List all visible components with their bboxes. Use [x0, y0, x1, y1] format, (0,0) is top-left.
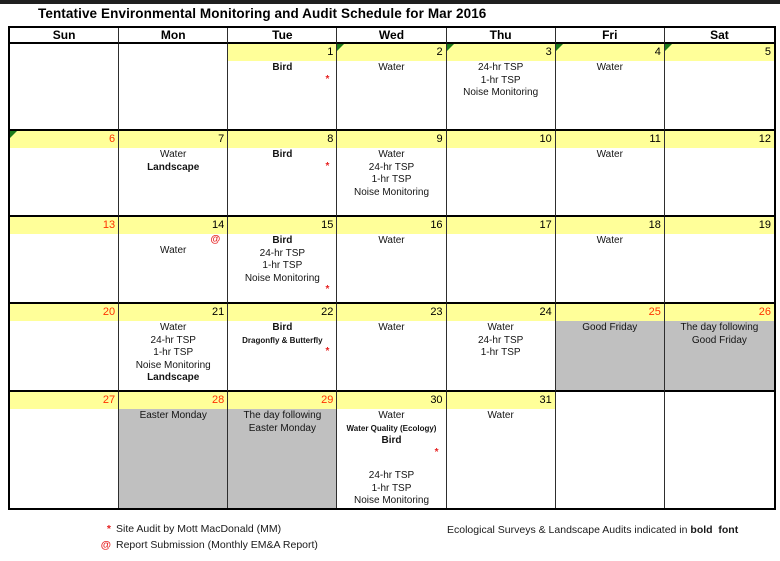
date-band — [337, 392, 445, 409]
cell-entry: 1-hr TSP — [153, 347, 194, 358]
cell-date: 24 — [539, 306, 552, 318]
report-submission-marker: @ — [100, 539, 111, 551]
cell-entry: Noise Monitoring — [244, 272, 320, 284]
calendar-cell-day-15 — [228, 217, 337, 304]
calendar-cell-empty — [665, 392, 774, 508]
weekday-header-wed: Wed — [337, 28, 446, 44]
cell-date: 5 — [764, 46, 771, 58]
cell-entry: Bird — [381, 435, 402, 446]
calendar-cell-day-2 — [337, 44, 446, 131]
calendar-cell-day-24 — [447, 304, 556, 392]
cell-entry: Water — [160, 149, 187, 160]
calendar-cell-day-11 — [556, 131, 665, 217]
cell-entry: Water — [596, 235, 623, 246]
date-band — [337, 217, 445, 234]
cell-date: 12 — [758, 133, 771, 145]
cell-body — [447, 409, 555, 508]
cell-date: 3 — [545, 46, 552, 58]
cell-body — [447, 321, 555, 390]
date-band — [665, 131, 774, 148]
weekday-header-mon: Mon — [119, 28, 228, 44]
calendar-cell-day-21 — [119, 304, 228, 392]
cell-date: 16 — [430, 219, 443, 231]
cell-body — [228, 148, 336, 215]
cell-body — [665, 148, 774, 215]
calendar-cell-day-14 — [119, 217, 228, 304]
cell-entry: Water — [378, 322, 405, 333]
cell-date: 29 — [321, 394, 334, 406]
cell-body — [10, 44, 118, 129]
legend-item-site-audit — [98, 521, 318, 537]
cell-body — [447, 234, 555, 302]
calendar-cell-day-27 — [10, 392, 119, 508]
cell-entry: 24-hr TSP — [259, 247, 306, 259]
date-band — [556, 217, 664, 234]
cell-date: 7 — [218, 133, 225, 145]
date-band — [228, 392, 336, 409]
calendar-cell-day-23 — [337, 304, 446, 392]
cell-entry: 24-hr TSP — [368, 470, 415, 481]
cell-entry: Noise Monitoring — [353, 186, 430, 198]
cell-body — [119, 148, 227, 215]
date-band — [119, 304, 227, 321]
cell-date: 28 — [212, 394, 225, 406]
cell-entry: Water — [160, 245, 187, 256]
date-band — [337, 44, 445, 61]
cell-entry: Landscape — [147, 372, 200, 383]
cell-date: 18 — [648, 219, 661, 231]
calendar-cell-empty — [10, 44, 119, 131]
cell-date: 4 — [654, 46, 661, 58]
cell-body — [556, 148, 664, 215]
weekday-header-sun: Sun — [10, 28, 119, 44]
green-corner-marker-icon — [447, 44, 454, 51]
cell-entry: Water — [487, 410, 514, 421]
report-submission-marker: @ — [210, 235, 221, 245]
cell-date: 2 — [436, 46, 443, 58]
green-corner-marker-icon — [665, 44, 672, 51]
calendar-cell-day-4 — [556, 44, 665, 131]
cell-body — [556, 61, 664, 129]
calendar-cell-day-12 — [665, 131, 774, 217]
calendar-grid — [8, 26, 776, 510]
cell-body — [119, 321, 227, 390]
cell-body — [119, 234, 227, 302]
calendar-cell-day-1 — [228, 44, 337, 131]
date-band — [665, 304, 774, 321]
calendar-cell-day-16 — [337, 217, 446, 304]
legend-item-label: Report Submission (Monthly EM&A Report) — [116, 539, 318, 551]
calendar-cell-day-19 — [665, 217, 774, 304]
date-band — [447, 217, 555, 234]
cell-date: 27 — [102, 394, 116, 406]
date-band — [447, 304, 555, 321]
calendar-cell-day-5 — [665, 44, 774, 131]
cell-entry: Landscape — [147, 161, 200, 173]
cell-body — [665, 234, 774, 302]
date-band — [228, 217, 336, 234]
cell-entry: 1-hr TSP — [480, 347, 521, 358]
site-audit-marker: * — [106, 523, 111, 535]
cell-body — [119, 44, 227, 129]
cell-entry: Water — [378, 235, 405, 246]
cell-body — [337, 409, 445, 508]
cell-body — [665, 321, 774, 390]
cell-date: 1 — [327, 46, 334, 58]
cell-body — [337, 321, 445, 390]
calendar-cell-day-20 — [10, 304, 119, 392]
cell-date: 13 — [102, 219, 116, 231]
calendar-cell-day-26 — [665, 304, 774, 392]
cell-entry: 1-hr TSP — [262, 260, 303, 271]
calendar-cell-day-25 — [556, 304, 665, 392]
green-corner-marker-icon — [10, 131, 17, 138]
calendar-cell-day-17 — [447, 217, 556, 304]
calendar-cell-empty — [119, 44, 228, 131]
calendar-cell-day-31 — [447, 392, 556, 508]
date-band — [10, 217, 118, 234]
date-band — [665, 217, 774, 234]
cell-body — [337, 234, 445, 302]
legend-item-label: Site Audit by Mott MacDonald (MM) — [116, 523, 282, 535]
cell-body — [10, 321, 118, 390]
date-band — [665, 44, 774, 61]
calendar-cell-day-10 — [447, 131, 556, 217]
cell-date: 14 — [212, 219, 225, 231]
cell-entry: 1-hr TSP — [371, 482, 412, 494]
site-audit-marker: * — [325, 285, 330, 295]
cell-date: 23 — [430, 306, 443, 318]
calendar-cell-day-3 — [447, 44, 556, 131]
cell-body — [337, 61, 445, 129]
cell-date: 31 — [539, 394, 552, 406]
date-band — [556, 304, 664, 321]
site-audit-marker: * — [434, 447, 439, 458]
cell-entry: 1-hr TSP — [480, 74, 521, 86]
cell-entry: 24-hr TSP — [477, 62, 524, 73]
cell-entry: 24-hr TSP — [368, 161, 415, 173]
cell-entry: 24-hr TSP — [477, 334, 524, 346]
cell-entry: Water — [378, 149, 405, 160]
cell-body — [447, 61, 555, 129]
date-band — [10, 304, 118, 321]
calendar-cell-day-7 — [119, 131, 228, 217]
date-band — [228, 44, 336, 61]
cell-body — [665, 61, 774, 129]
calendar-cell-day-29 — [228, 392, 337, 508]
site-audit-marker: * — [325, 161, 330, 172]
cell-date: 10 — [539, 133, 552, 145]
date-band — [119, 217, 227, 234]
cell-entry: Bird — [272, 149, 293, 160]
cell-entry: Noise Monitoring — [353, 495, 430, 506]
legend-left — [98, 521, 318, 553]
site-audit-marker: * — [325, 74, 330, 85]
date-band — [447, 44, 555, 61]
date-band — [337, 131, 445, 148]
cell-body — [337, 148, 445, 215]
cell-body — [556, 321, 664, 390]
cell-entry: Dragonfly & Butterfly — [242, 335, 323, 345]
cell-body — [10, 148, 118, 215]
cell-body — [228, 61, 336, 129]
legend-note-bold: bold font — [690, 524, 739, 536]
cell-entry: The day following — [243, 410, 322, 421]
cell-date: 21 — [212, 306, 225, 318]
calendar-cell-day-8 — [228, 131, 337, 217]
cell-entry: Noise Monitoring — [463, 87, 539, 98]
legend-note-prefix: Ecological Surveys & Landscape Audits indicated in — [447, 524, 691, 536]
cell-entry: Water — [487, 322, 514, 333]
green-corner-marker-icon — [556, 44, 563, 51]
cell-body — [665, 392, 774, 508]
calendar-cell-day-22 — [228, 304, 337, 392]
cell-date: 15 — [321, 219, 334, 231]
cell-body — [10, 409, 118, 508]
cell-body — [228, 321, 336, 390]
cell-date: 22 — [321, 306, 334, 318]
cell-date: 6 — [109, 133, 116, 145]
weekday-header-sat: Sat — [665, 28, 774, 44]
date-band — [119, 131, 227, 148]
cell-entry: 24-hr TSP — [150, 334, 196, 346]
date-band — [556, 131, 664, 148]
page-title: Tentative Environmental Monitoring and Audit Schedule for Mar 2016 — [38, 6, 487, 21]
cell-date: 26 — [758, 306, 771, 318]
calendar-cell-day-18 — [556, 217, 665, 304]
date-band — [447, 131, 555, 148]
date-band — [447, 392, 555, 409]
legend-note — [447, 524, 738, 536]
date-band — [10, 392, 118, 409]
cell-body — [556, 392, 664, 508]
weekday-header-fri: Fri — [556, 28, 665, 44]
cell-entry: Good Friday — [691, 334, 747, 346]
calendar-cell-day-9 — [337, 131, 446, 217]
cell-date: 30 — [430, 394, 443, 406]
cell-date: 17 — [539, 219, 552, 231]
cell-date: 19 — [758, 219, 771, 231]
cell-entry: Water — [160, 322, 187, 333]
cell-entry: Good Friday — [582, 322, 638, 333]
cell-date: 11 — [649, 133, 661, 145]
date-band — [337, 304, 445, 321]
cell-body — [228, 409, 336, 508]
cell-entry: Easter Monday — [139, 410, 207, 421]
date-band — [228, 304, 336, 321]
cell-entry: Water — [378, 410, 405, 421]
cell-entry — [337, 458, 445, 471]
date-band — [228, 131, 336, 148]
site-audit-marker: * — [325, 347, 330, 357]
cell-body — [10, 234, 118, 302]
cell-entry: The day following — [680, 322, 759, 333]
cell-entry: Water — [378, 62, 405, 73]
weekday-header-thu: Thu — [447, 28, 556, 44]
window-top-edge — [0, 0, 780, 4]
calendar-cell-day-30 — [337, 392, 446, 508]
date-band — [10, 131, 118, 148]
cell-date: 8 — [327, 133, 334, 145]
cell-entry: Noise Monitoring — [135, 359, 211, 371]
date-band — [119, 392, 227, 409]
cell-entry: Easter Monday — [248, 422, 316, 434]
cell-date: 9 — [436, 133, 443, 145]
green-corner-marker-icon — [337, 44, 344, 51]
calendar-cell-day-6 — [10, 131, 119, 217]
cell-entry: 1-hr TSP — [371, 174, 412, 185]
cell-body — [228, 234, 336, 302]
legend-item-report-submission — [98, 537, 318, 553]
cell-body — [119, 409, 227, 508]
calendar-cell-day-28 — [119, 392, 228, 508]
cell-body — [556, 234, 664, 302]
cell-entry: Bird — [272, 235, 293, 246]
calendar-cell-day-13 — [10, 217, 119, 304]
weekday-header-tue: Tue — [228, 28, 337, 44]
date-band — [556, 44, 664, 61]
calendar-cell-empty — [556, 392, 665, 508]
cell-entry: Bird — [272, 62, 293, 73]
cell-entry: Water — [596, 149, 623, 160]
cell-date: 25 — [648, 306, 661, 318]
cell-entry: Bird — [272, 322, 293, 333]
cell-entry: Water Quality (Ecology) — [346, 423, 437, 433]
cell-body — [447, 148, 555, 215]
cell-entry: Water — [596, 62, 623, 73]
cell-date: 20 — [102, 306, 116, 318]
